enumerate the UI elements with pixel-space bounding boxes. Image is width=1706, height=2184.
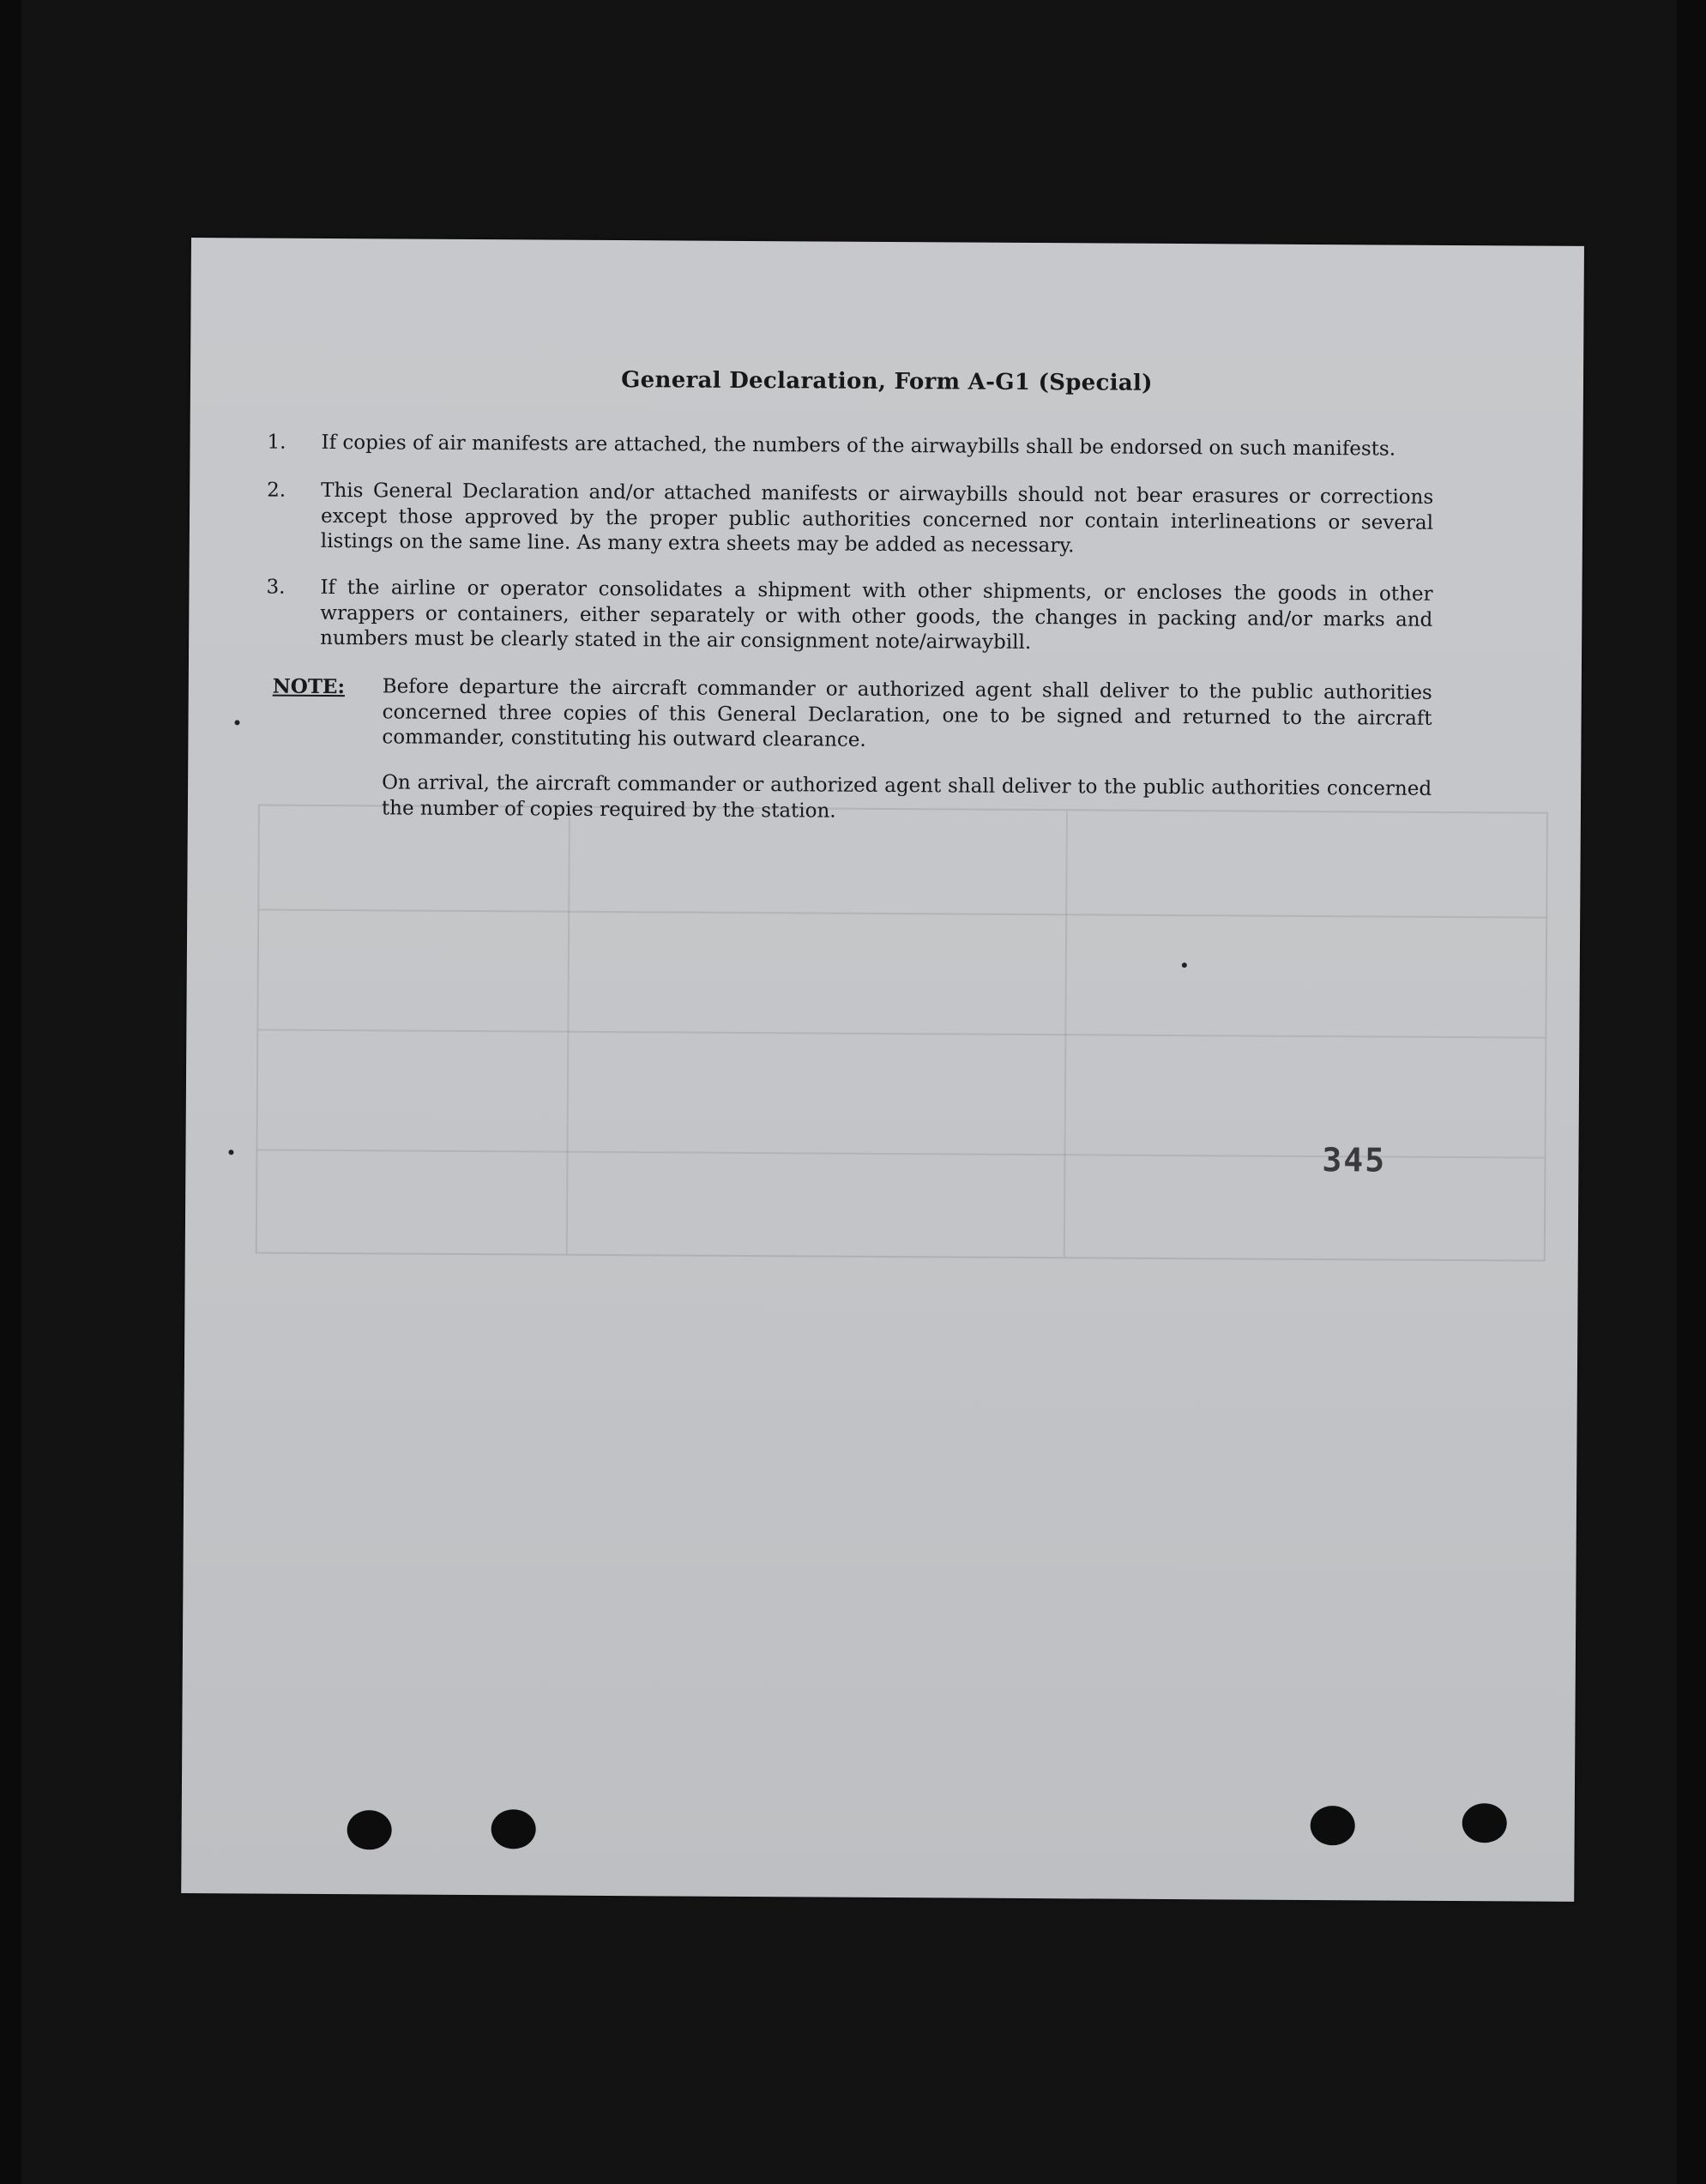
item-text: This General Declaration and/or attached manifests or airwaybills should not bear erasures or corrections except those approved by the proper public authorities concerned nor contain interlineations or several listings on the same line. As many extra sheets may be added as necessary.	[320, 479, 1434, 558]
speck	[228, 1149, 233, 1155]
speck	[1182, 962, 1187, 968]
note-label: NOTE:	[272, 674, 346, 699]
note-paragraph-1: Before departure the aircraft commander or authorized agent shall deliver to the public authorities concerned three copies of this General Declaration, one to be signed and returned to the aircraft commander, constituting his outward clearance.	[382, 675, 1432, 751]
scan-frame	[21, 0, 1677, 2184]
instruction-item-1	[267, 431, 1433, 463]
punch-hole	[347, 1810, 392, 1849]
declaration-instructions	[181, 238, 1584, 1902]
punch-hole	[1311, 1806, 1355, 1845]
punch-hole	[1462, 1803, 1507, 1843]
note-block	[272, 674, 1432, 751]
punch-hole	[491, 1809, 536, 1849]
note-block-2	[272, 770, 1432, 823]
speck	[235, 720, 240, 725]
stamped-number: 345	[1322, 1141, 1387, 1179]
document-sheet	[181, 238, 1584, 1902]
item-text: If copies of air manifests are attached, the numbers of the airwaybills shall be endorsed on such manifests.	[321, 431, 1396, 461]
page-title: General Declaration, Form A-G1 (Special)	[621, 367, 1153, 396]
item-number: 3.	[266, 576, 286, 599]
note-paragraph-2: On arrival, the aircraft commander or authorized agent shall deliver to the public authorities concerned the number of copies required by the station.	[381, 771, 1432, 823]
instruction-item-2	[267, 479, 1434, 563]
instruction-item-3	[266, 576, 1433, 660]
item-number: 1.	[267, 431, 286, 454]
item-text: If the airline or operator consolidates a shipment with other shipments, or encloses the goods in other wrappers or containers, either separately or with other goods, the changes in packing and/or marks and numbers must be clearly stated in the air consignment note/airwaybill.	[320, 576, 1433, 654]
item-number: 2.	[267, 479, 286, 502]
